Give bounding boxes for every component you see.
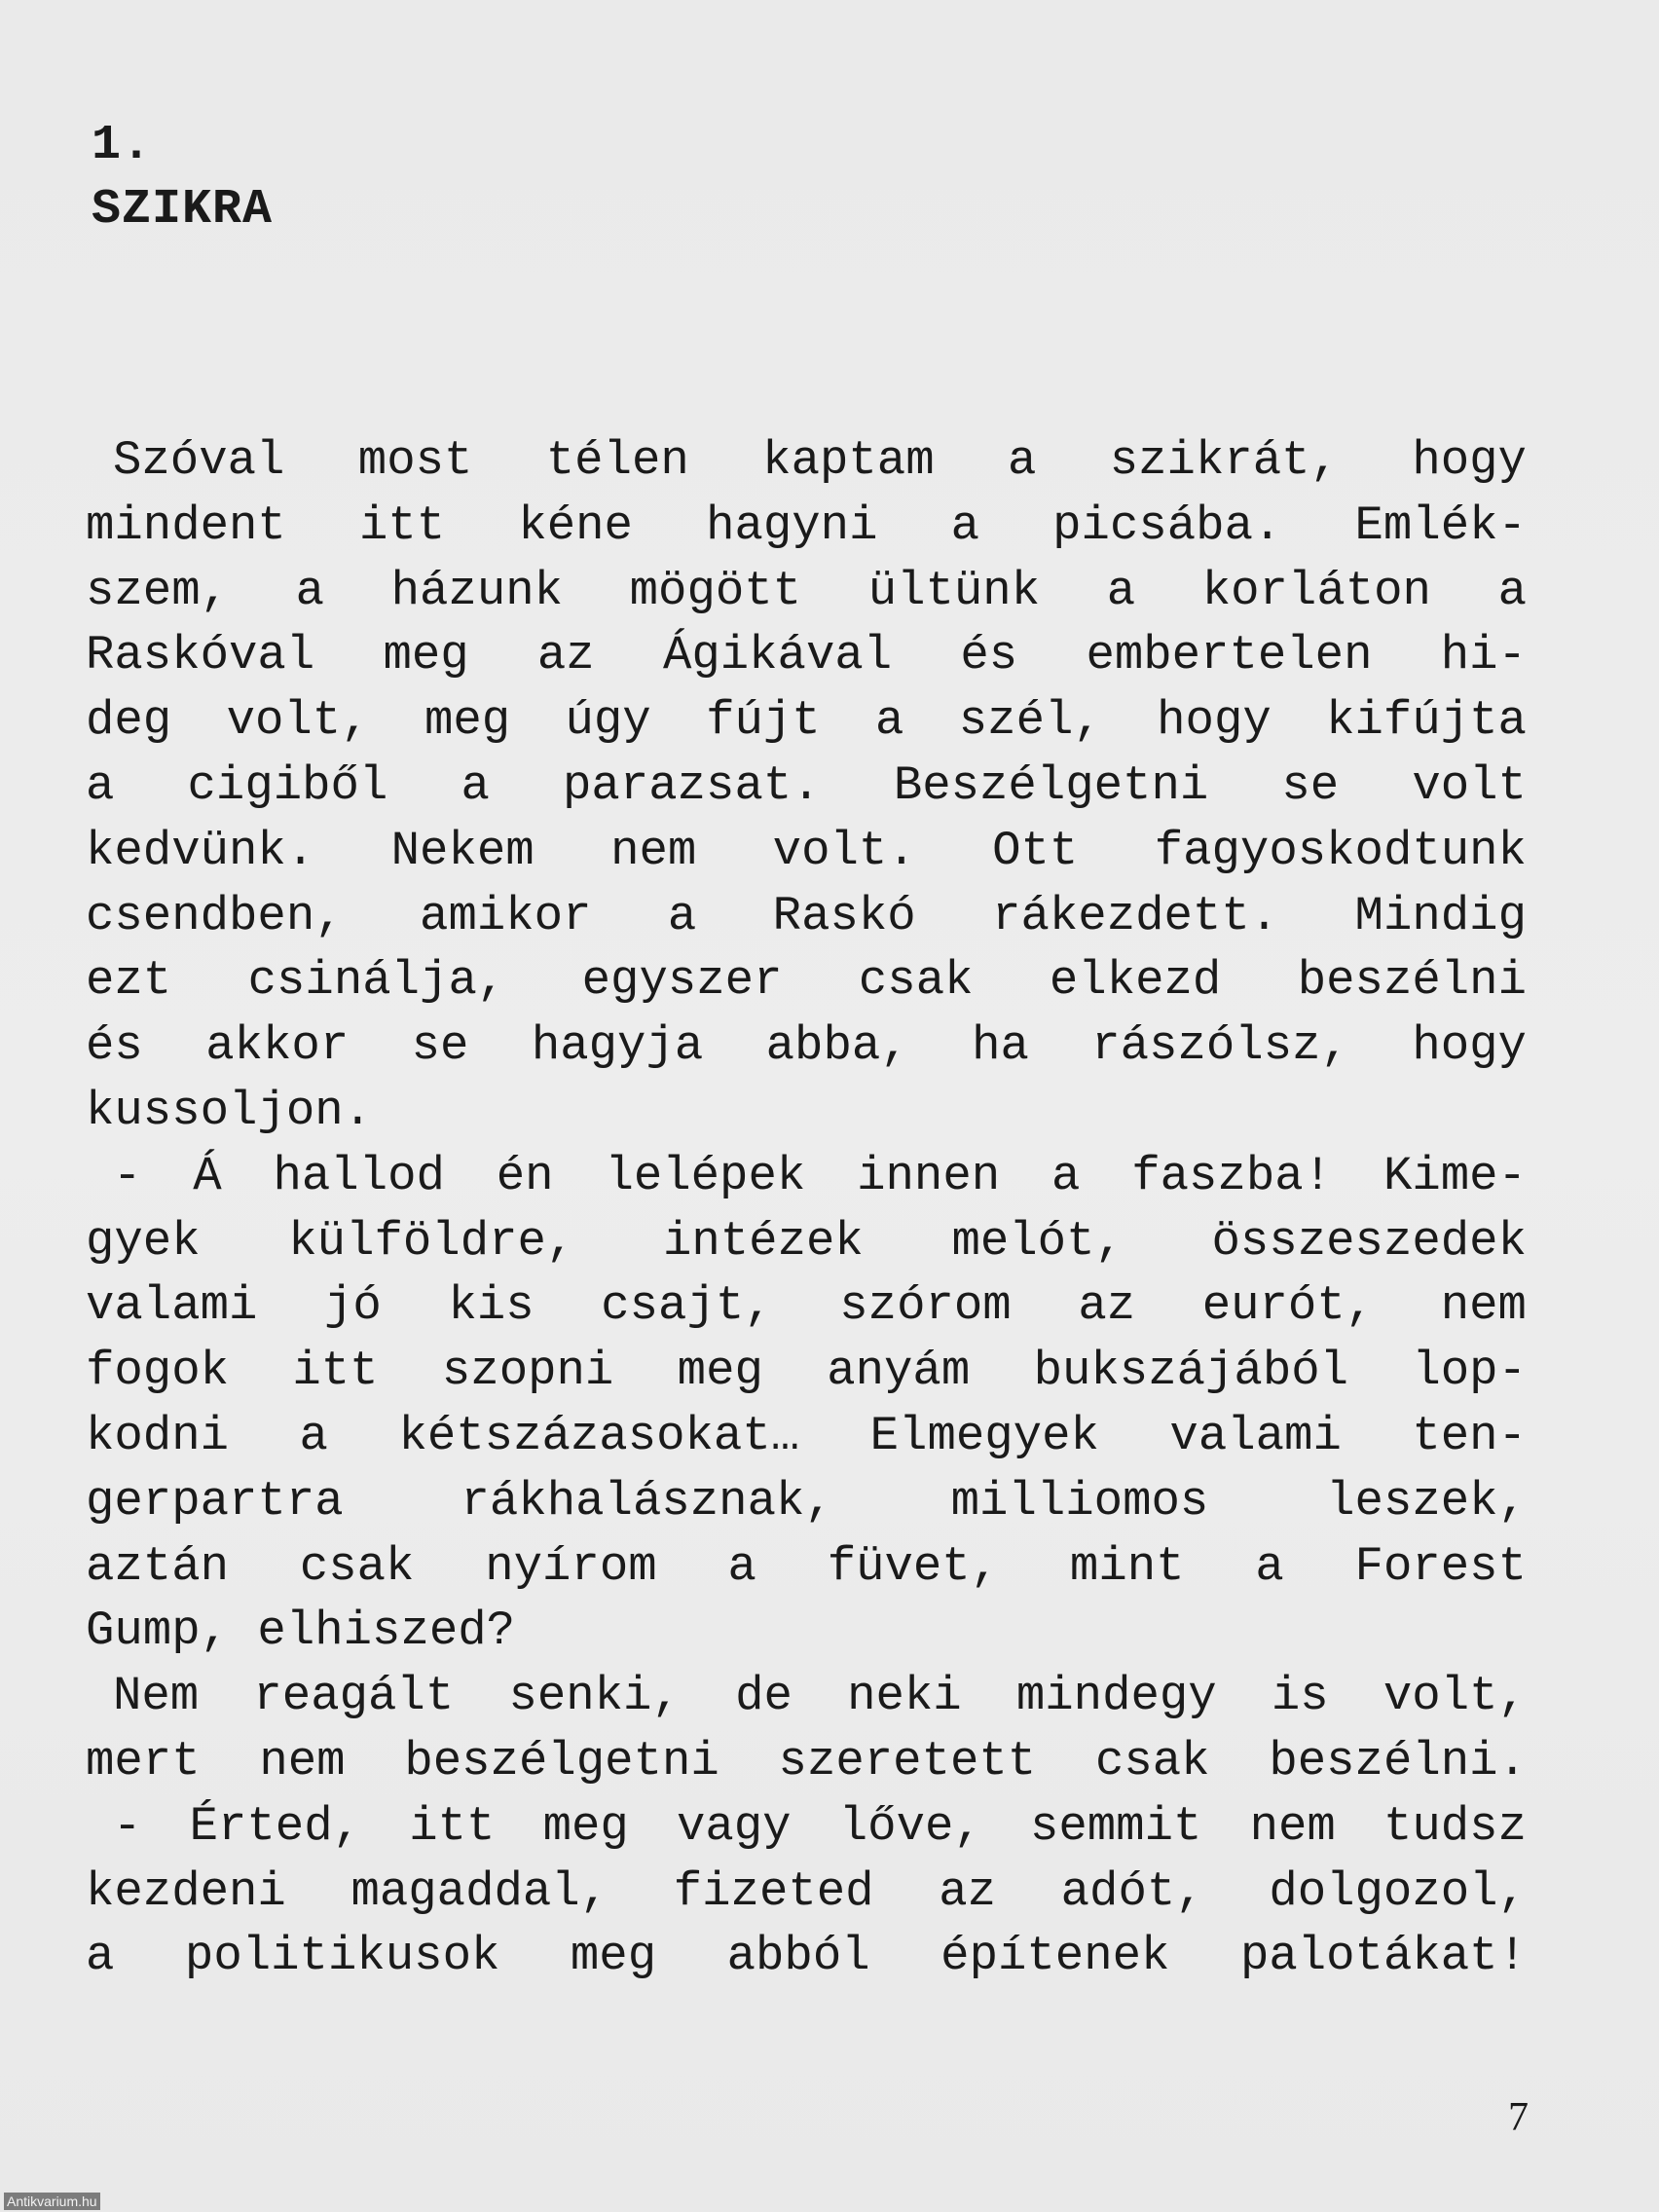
- text-line: mindent itt kéne hagyni a picsába. Emlék-: [86, 498, 1527, 553]
- text-line: Nem reagált senki, de neki mindegy is volt,: [113, 1669, 1527, 1724]
- text-line: szem, a házunk mögött ültünk a korláton a: [86, 563, 1527, 618]
- text-line: Szóval most télen kaptam a szikrát, hogy: [113, 433, 1527, 488]
- text-line: a politikusok meg abból építenek palotákat!: [86, 1929, 1527, 1984]
- text-line: kezdeni magaddal, fizeted az adót, dolgozol,: [86, 1863, 1527, 1919]
- text-line: aztán csak nyírom a füvet, mint a Forest: [86, 1538, 1527, 1594]
- text-line: Gump, elhiszed?: [86, 1604, 516, 1659]
- text-line: fogok itt szopni meg anyám bukszájából lop-: [86, 1344, 1527, 1399]
- text-line: Raskóval meg az Ágikával és embertelen hi-: [86, 628, 1527, 683]
- text-line: deg volt, meg úgy fújt a szél, hogy kifújta: [86, 693, 1527, 749]
- text-line: gyek külföldre, intézek melót, összeszedek: [86, 1213, 1527, 1269]
- text-line: - Á hallod én lelépek innen a faszba! Kime-: [113, 1148, 1527, 1203]
- text-line: kodni a kétszázasokat… Elmegyek valami ten-: [86, 1408, 1527, 1463]
- text-line: valami jó kis csajt, szórom az eurót, nem: [86, 1278, 1527, 1334]
- body-text: [86, 428, 1527, 1989]
- text-line: ezt csinálja, egyszer csak elkezd beszélni: [86, 953, 1527, 1009]
- chapter-title: SZIKRA: [92, 182, 274, 238]
- chapter-number: 1.: [92, 118, 153, 173]
- page-number: 7: [1508, 2095, 1529, 2140]
- text-line: kedvünk. Nekem nem volt. Ott fagyoskodtunk: [86, 823, 1527, 878]
- text-line: és akkor se hagyja abba, ha rászólsz, hogy: [86, 1018, 1527, 1074]
- text-line: kussoljon.: [86, 1083, 373, 1138]
- text-line: gerpartra rákhalásznak, milliomos leszek,: [86, 1473, 1527, 1529]
- text-line: a cigiből a parazsat. Beszélgetni se volt: [86, 757, 1527, 813]
- text-line: mert nem beszélgetni szeretett csak beszélni.: [86, 1733, 1527, 1788]
- text-line: csendben, amikor a Raskó rákezdett. Mindig: [86, 888, 1527, 943]
- watermark-label: Antikvarium.hu: [4, 2193, 100, 2210]
- text-line: - Érted, itt meg vagy lőve, semmit nem tudsz: [113, 1798, 1527, 1854]
